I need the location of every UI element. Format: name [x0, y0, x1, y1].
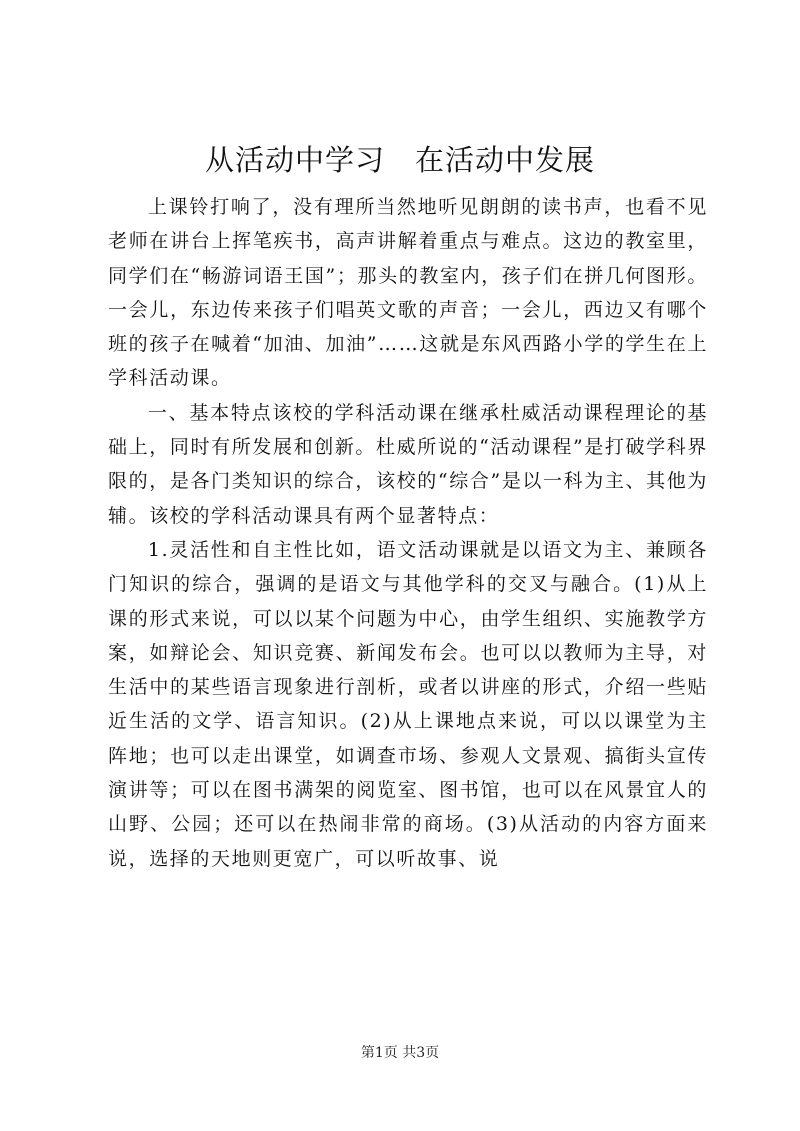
paragraph-basic-features: 一、基本特点该校的学科活动课在继承杜威活动课程理论的基础上，同时有所发展和创新。杜威所说的“活动课程”是打破学科界限的，是各门类知识的综合，该校的“综合”是以一科为主、其他为辅。该校的学科活动课具有两个显著特点： [108, 401, 708, 527]
page-number-footer: 第1页 共3页 [360, 1045, 440, 1061]
document-body [108, 190, 708, 876]
document-title: 从活动中学习 在活动中发展 [204, 143, 595, 177]
paragraph-intro: 上课铃打响了，没有理所当然地听见朗朗的读书声，也看不见老师在讲台上挥笔疾书，高声讲解着重点与难点。这边的教室里，同学们在“畅游词语王国”；那头的教室内，孩子们在拼几何图形。一会儿，东边传来孩子们唱英文歌的声音；一会儿，西边又有哪个班的孩子在喊着“加油、加油”……这就是东风西路小学的学生在上学科活动课。 [108, 196, 708, 390]
paragraph-flexibility: 1.灵活性和自主性比如，语文活动课就是以语文为主、兼顾各门知识的综合，强调的是语文与其他学科的交叉与融合。(1)从上课的形式来说，可以以某个问题为中心，由学生组织、实施教学方案，如辩论会、知识竞赛、新闻发布会。也可以以教师为主导，对生活中的某些语言现象进行剖析，或者以讲座的形式，介绍一些贴近生活的文学、语言知识。(2)从上课地点来说，可以以课堂为主阵地；也可以走出课堂，如调查市场、参观人文景观、搞街头宣传演讲等；可以在图书满架的阅览室、图书馆，也可以在风景宜人的山野、公园；还可以在热闹非常的商场。(3)从活动的内容方面来说，选择的天地则更宽广，可以听故事、说 [108, 538, 708, 870]
